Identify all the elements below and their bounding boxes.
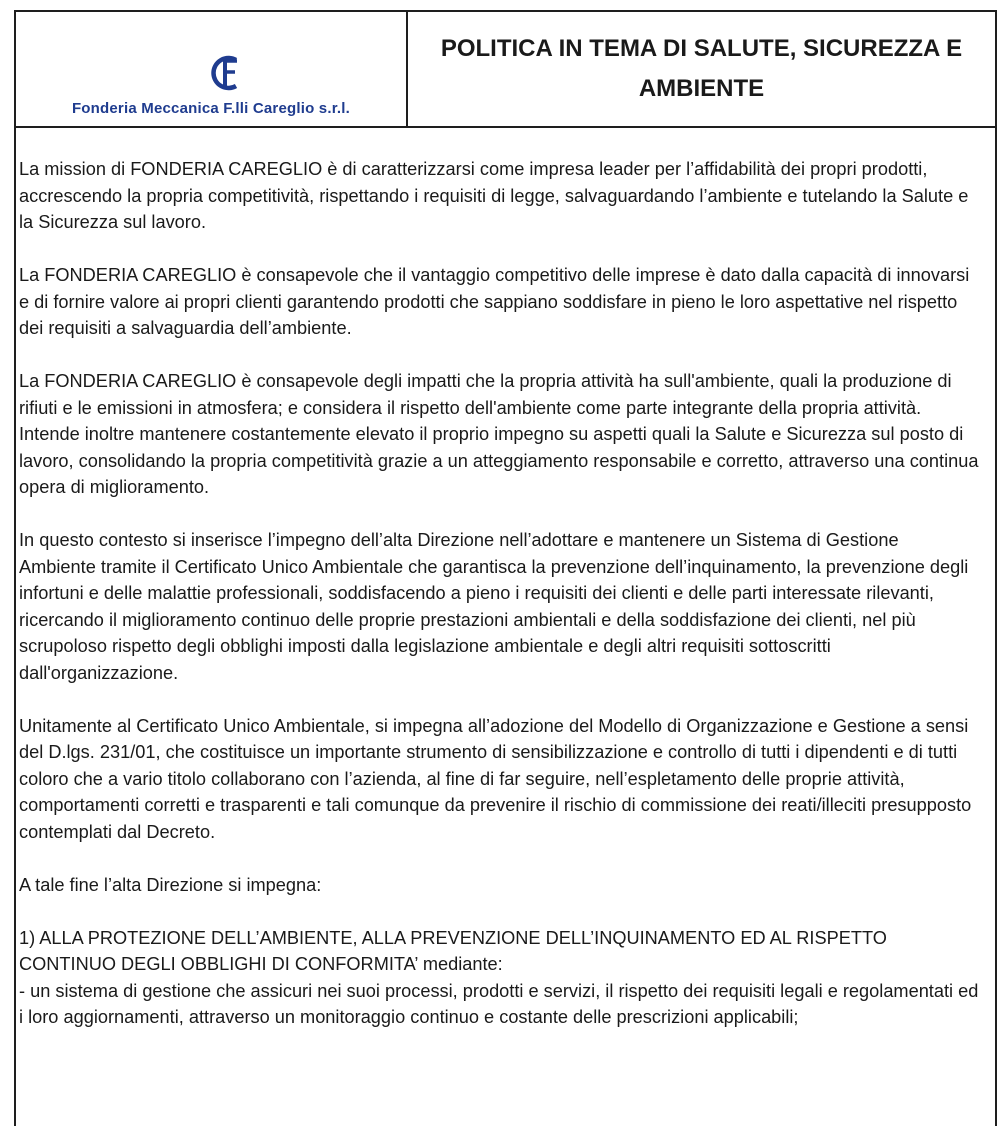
paragraph-commitments-intro: A tale fine l’alta Direzione si impegna: bbox=[19, 874, 322, 895]
paragraph-environmental-impacts: La FONDERIA CAREGLIO è consapevole degli impatti che la propria attività ha sull'ambiente, quali la produzione di rifiuti e le emissioni in atmosfera; e considera il rispetto dell'ambiente come parte integrante della propria attività. Intende inoltre mantenere costantemente elevato il proprio impegno su aspetti quali la Salute e Sicurezza sul posto di lavoro, consolidando la propria competitività grazie a un atteggiamento responsabile e corretto, attraverso una continua opera di miglioramento. bbox=[19, 371, 979, 497]
paragraph-competitive-advantage: La FONDERIA CAREGLIO è consapevole che il vantaggio competitivo delle imprese è dato dalla capacità di innovarsi e di fornire valore ai propri clienti garantendo prodotti che sappiano soddisfare in pieno le loro aspettative nel rispetto dei requisiti a salvaguardia dell’ambiente. bbox=[19, 265, 970, 338]
commitment-1-heading: 1) ALLA PROTEZIONE DELL’AMBIENTE, ALLA PREVENZIONE DELL’INQUINAMENTO ED AL RISPETTO CONTINUO DEGLI OBBLIGHI DI CONFORMITA’ mediante: bbox=[19, 927, 887, 974]
company-block bbox=[16, 12, 408, 126]
document-body bbox=[19, 156, 979, 1031]
commitment-1-bullet-1: - un sistema di gestione che assicuri nei suoi processi, prodotti e servizi, il rispetto dei requisiti legali e regolamentati ed i loro aggiornamenti, attraverso un monitoraggio continuo e costante delle prescrizioni applicabili; bbox=[19, 980, 979, 1027]
document-title-line-1: POLITICA IN TEMA DI SALUTE, SICUREZZA E bbox=[440, 35, 963, 62]
document-title bbox=[441, 29, 962, 109]
company-name: Fonderia Meccanica F.lli Careglio s.r.l. bbox=[71, 100, 351, 117]
document-title-line-2: AMBIENTE bbox=[638, 75, 765, 102]
paragraph-organization-model: Unitamente al Certificato Unico Ambientale, si impegna all’adozione del Modello di Organizzazione e Gestione a sensi del D.lgs. 231/01, che costituisce un importante strumento di sensibilizzazione e controllo di tutti i dipendenti e di tutti coloro che a vario titolo collaborano con l’azienda, al fine di far seguire, nell’espletamento delle proprie attività, comportamenti corretti e trasparenti e tali comunque da prevenire il rischio di commissione dei reati/illeciti presupposto contemplati dal Decreto. bbox=[19, 715, 972, 842]
paragraph-mission: La mission di FONDERIA CAREGLIO è di caratterizzarsi come impresa leader per l’affidabilità dei propri prodotti, accrescendo la propria competitività, rispettando i requisiti di legge, salvaguardando l’ambiente e tutelando la Salute e la Sicurezza sul lavoro. bbox=[19, 159, 969, 232]
document-header bbox=[14, 10, 997, 128]
title-block bbox=[408, 12, 995, 126]
paragraph-management-system: In questo contesto si inserisce l’impegno dell’alta Direzione nell’adottare e mantenere un Sistema di Gestione Ambiente tramite il Certificato Unico Ambientale che garantisca la prevenzione dell’inquinamento, la prevenzione degli infortuni e delle malattie professionali, soddisfacendo a pieno i requisiti dei clienti e delle parti interessate rilevanti, ricercando il miglioramento continuo delle proprie prestazioni ambientali e della soddisfazione dei clienti, nel più scrupoloso rispetto degli obblighi imposti dalla legislazione ambientale e degli altri requisiti sottoscritti dall'organizzazione. bbox=[19, 530, 969, 683]
fc-monogram-logo-icon bbox=[206, 52, 246, 94]
